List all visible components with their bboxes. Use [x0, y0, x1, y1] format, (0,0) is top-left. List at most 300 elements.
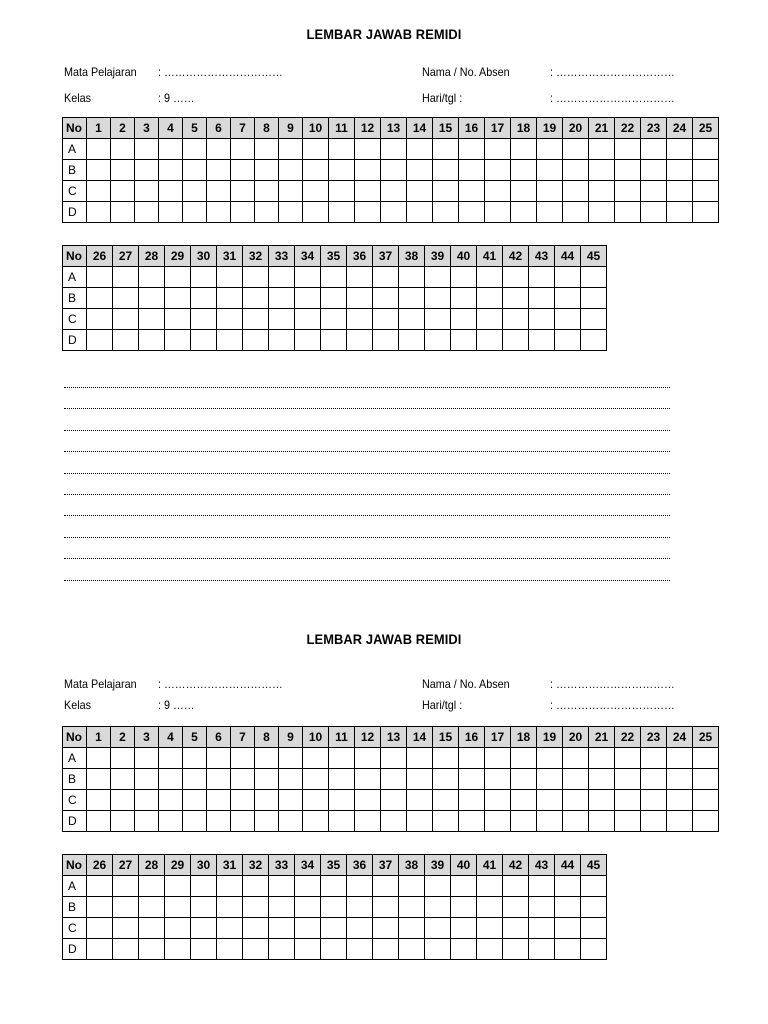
essay-answer-line[interactable]	[64, 442, 670, 452]
answer-cell[interactable]	[381, 748, 407, 769]
answer-cell[interactable]	[329, 160, 355, 181]
answer-cell[interactable]	[485, 202, 511, 223]
answer-cell[interactable]	[255, 811, 279, 832]
answer-cell[interactable]	[269, 330, 295, 351]
answer-cell[interactable]	[693, 139, 719, 160]
answer-cell[interactable]	[425, 288, 451, 309]
answer-cell[interactable]	[641, 748, 667, 769]
answer-cell[interactable]	[477, 330, 503, 351]
answer-cell[interactable]	[399, 939, 425, 960]
answer-cell[interactable]	[425, 939, 451, 960]
answer-cell[interactable]	[207, 748, 231, 769]
essay-answer-line[interactable]	[64, 506, 670, 516]
answer-cell[interactable]	[355, 202, 381, 223]
answer-cell[interactable]	[255, 181, 279, 202]
answer-cell[interactable]	[667, 790, 693, 811]
answer-cell[interactable]	[589, 769, 615, 790]
answer-cell[interactable]	[503, 897, 529, 918]
answer-cell[interactable]	[485, 139, 511, 160]
answer-cell[interactable]	[207, 181, 231, 202]
answer-cell[interactable]	[139, 939, 165, 960]
answer-cell[interactable]	[381, 811, 407, 832]
answer-cell[interactable]	[563, 139, 589, 160]
answer-cell[interactable]	[407, 811, 433, 832]
answer-cell[interactable]	[581, 939, 607, 960]
answer-cell[interactable]	[87, 790, 111, 811]
answer-cell[interactable]	[511, 748, 537, 769]
answer-cell[interactable]	[183, 202, 207, 223]
answer-cell[interactable]	[191, 876, 217, 897]
answer-cell[interactable]	[217, 330, 243, 351]
answer-cell[interactable]	[451, 876, 477, 897]
answer-cell[interactable]	[555, 267, 581, 288]
answer-cell[interactable]	[407, 181, 433, 202]
answer-cell[interactable]	[693, 181, 719, 202]
answer-cell[interactable]	[183, 790, 207, 811]
answer-cell[interactable]	[269, 309, 295, 330]
answer-cell[interactable]	[503, 267, 529, 288]
answer-cell[interactable]	[113, 897, 139, 918]
answer-cell[interactable]	[303, 139, 329, 160]
answer-cell[interactable]	[139, 918, 165, 939]
answer-cell[interactable]	[165, 267, 191, 288]
answer-cell[interactable]	[381, 202, 407, 223]
answer-cell[interactable]	[555, 309, 581, 330]
answer-cell[interactable]	[373, 876, 399, 897]
answer-cell[interactable]	[433, 769, 459, 790]
answer-cell[interactable]	[477, 267, 503, 288]
essay-answer-line[interactable]	[64, 399, 670, 409]
answer-cell[interactable]	[303, 160, 329, 181]
answer-cell[interactable]	[537, 748, 563, 769]
answer-cell[interactable]	[303, 202, 329, 223]
nama-field[interactable]: : ……………………………	[550, 65, 675, 79]
answer-cell[interactable]	[87, 811, 111, 832]
answer-cell[interactable]	[511, 790, 537, 811]
answer-cell[interactable]	[381, 139, 407, 160]
answer-cell[interactable]	[303, 769, 329, 790]
answer-cell[interactable]	[641, 769, 667, 790]
answer-cell[interactable]	[407, 748, 433, 769]
answer-cell[interactable]	[615, 139, 641, 160]
answer-cell[interactable]	[667, 811, 693, 832]
answer-cell[interactable]	[589, 790, 615, 811]
answer-cell[interactable]	[165, 330, 191, 351]
answer-cell[interactable]	[459, 202, 485, 223]
answer-cell[interactable]	[217, 939, 243, 960]
answer-cell[interactable]	[279, 790, 303, 811]
answer-cell[interactable]	[537, 139, 563, 160]
answer-cell[interactable]	[87, 897, 113, 918]
answer-cell[interactable]	[451, 267, 477, 288]
answer-cell[interactable]	[347, 939, 373, 960]
answer-cell[interactable]	[255, 790, 279, 811]
answer-cell[interactable]	[255, 160, 279, 181]
answer-cell[interactable]	[183, 769, 207, 790]
answer-cell[interactable]	[329, 139, 355, 160]
answer-cell[interactable]	[243, 918, 269, 939]
answer-cell[interactable]	[231, 811, 255, 832]
answer-cell[interactable]	[477, 918, 503, 939]
answer-cell[interactable]	[503, 939, 529, 960]
answer-cell[interactable]	[135, 790, 159, 811]
answer-cell[interactable]	[243, 267, 269, 288]
answer-cell[interactable]	[279, 769, 303, 790]
answer-cell[interactable]	[207, 202, 231, 223]
essay-answer-line[interactable]	[64, 528, 670, 538]
answer-cell[interactable]	[459, 160, 485, 181]
answer-cell[interactable]	[641, 811, 667, 832]
answer-cell[interactable]	[433, 160, 459, 181]
answer-cell[interactable]	[373, 267, 399, 288]
answer-cell[interactable]	[321, 309, 347, 330]
answer-cell[interactable]	[537, 811, 563, 832]
answer-cell[interactable]	[87, 918, 113, 939]
answer-cell[interactable]	[113, 267, 139, 288]
answer-cell[interactable]	[111, 160, 135, 181]
answer-cell[interactable]	[355, 160, 381, 181]
answer-cell[interactable]	[581, 309, 607, 330]
answer-cell[interactable]	[87, 748, 111, 769]
answer-cell[interactable]	[191, 918, 217, 939]
answer-cell[interactable]	[269, 897, 295, 918]
hari-field[interactable]: : ……………………………	[550, 698, 675, 712]
answer-cell[interactable]	[485, 790, 511, 811]
answer-cell[interactable]	[111, 748, 135, 769]
answer-cell[interactable]	[529, 897, 555, 918]
answer-cell[interactable]	[329, 811, 355, 832]
answer-cell[interactable]	[217, 876, 243, 897]
answer-cell[interactable]	[503, 876, 529, 897]
answer-cell[interactable]	[425, 897, 451, 918]
answer-cell[interactable]	[459, 811, 485, 832]
essay-answer-line[interactable]	[64, 571, 670, 581]
answer-cell[interactable]	[451, 897, 477, 918]
answer-cell[interactable]	[355, 811, 381, 832]
answer-cell[interactable]	[511, 181, 537, 202]
answer-cell[interactable]	[303, 790, 329, 811]
answer-cell[interactable]	[433, 202, 459, 223]
answer-cell[interactable]	[217, 897, 243, 918]
answer-cell[interactable]	[399, 897, 425, 918]
answer-cell[interactable]	[529, 939, 555, 960]
answer-cell[interactable]	[693, 769, 719, 790]
mapel-field[interactable]: : ……………………………	[158, 677, 283, 691]
answer-cell[interactable]	[459, 181, 485, 202]
answer-cell[interactable]	[231, 139, 255, 160]
answer-cell[interactable]	[555, 876, 581, 897]
answer-cell[interactable]	[347, 309, 373, 330]
answer-cell[interactable]	[615, 160, 641, 181]
answer-cell[interactable]	[581, 876, 607, 897]
answer-cell[interactable]	[329, 748, 355, 769]
answer-cell[interactable]	[399, 267, 425, 288]
answer-cell[interactable]	[407, 160, 433, 181]
answer-cell[interactable]	[183, 748, 207, 769]
answer-cell[interactable]	[451, 918, 477, 939]
answer-cell[interactable]	[693, 748, 719, 769]
answer-cell[interactable]	[255, 202, 279, 223]
answer-cell[interactable]	[243, 939, 269, 960]
answer-cell[interactable]	[667, 139, 693, 160]
kelas-field[interactable]: : 9 ……	[158, 698, 195, 712]
answer-cell[interactable]	[641, 139, 667, 160]
answer-cell[interactable]	[279, 181, 303, 202]
answer-cell[interactable]	[111, 811, 135, 832]
answer-cell[interactable]	[641, 790, 667, 811]
answer-cell[interactable]	[373, 939, 399, 960]
answer-cell[interactable]	[207, 160, 231, 181]
answer-cell[interactable]	[159, 181, 183, 202]
answer-cell[interactable]	[231, 748, 255, 769]
answer-cell[interactable]	[295, 288, 321, 309]
answer-cell[interactable]	[615, 769, 641, 790]
answer-cell[interactable]	[537, 769, 563, 790]
answer-cell[interactable]	[451, 330, 477, 351]
answer-cell[interactable]	[563, 181, 589, 202]
answer-cell[interactable]	[459, 748, 485, 769]
answer-cell[interactable]	[329, 769, 355, 790]
answer-cell[interactable]	[329, 181, 355, 202]
answer-cell[interactable]	[87, 309, 113, 330]
answer-cell[interactable]	[135, 769, 159, 790]
answer-cell[interactable]	[537, 160, 563, 181]
answer-cell[interactable]	[347, 288, 373, 309]
answer-cell[interactable]	[279, 748, 303, 769]
answer-cell[interactable]	[139, 897, 165, 918]
answer-cell[interactable]	[529, 309, 555, 330]
answer-cell[interactable]	[111, 769, 135, 790]
answer-cell[interactable]	[191, 267, 217, 288]
answer-cell[interactable]	[511, 769, 537, 790]
answer-cell[interactable]	[111, 139, 135, 160]
answer-cell[interactable]	[87, 288, 113, 309]
answer-cell[interactable]	[243, 309, 269, 330]
answer-cell[interactable]	[529, 330, 555, 351]
answer-cell[interactable]	[87, 181, 111, 202]
answer-cell[interactable]	[217, 918, 243, 939]
answer-cell[interactable]	[641, 202, 667, 223]
answer-cell[interactable]	[537, 790, 563, 811]
answer-cell[interactable]	[243, 876, 269, 897]
answer-cell[interactable]	[111, 790, 135, 811]
answer-cell[interactable]	[87, 267, 113, 288]
answer-cell[interactable]	[615, 202, 641, 223]
answer-cell[interactable]	[279, 811, 303, 832]
answer-cell[interactable]	[191, 939, 217, 960]
answer-cell[interactable]	[303, 181, 329, 202]
answer-cell[interactable]	[381, 181, 407, 202]
answer-cell[interactable]	[269, 288, 295, 309]
answer-cell[interactable]	[139, 267, 165, 288]
answer-cell[interactable]	[191, 309, 217, 330]
answer-cell[interactable]	[255, 748, 279, 769]
answer-cell[interactable]	[295, 309, 321, 330]
answer-cell[interactable]	[355, 139, 381, 160]
answer-cell[interactable]	[581, 918, 607, 939]
answer-cell[interactable]	[399, 918, 425, 939]
answer-cell[interactable]	[355, 769, 381, 790]
answer-cell[interactable]	[191, 897, 217, 918]
answer-cell[interactable]	[321, 897, 347, 918]
answer-cell[interactable]	[321, 288, 347, 309]
answer-cell[interactable]	[279, 139, 303, 160]
answer-cell[interactable]	[113, 288, 139, 309]
answer-cell[interactable]	[667, 160, 693, 181]
answer-cell[interactable]	[139, 876, 165, 897]
answer-cell[interactable]	[269, 876, 295, 897]
answer-cell[interactable]	[399, 309, 425, 330]
answer-cell[interactable]	[425, 876, 451, 897]
answer-cell[interactable]	[615, 748, 641, 769]
answer-cell[interactable]	[589, 181, 615, 202]
answer-cell[interactable]	[347, 267, 373, 288]
answer-cell[interactable]	[217, 309, 243, 330]
answer-cell[interactable]	[589, 160, 615, 181]
answer-cell[interactable]	[667, 769, 693, 790]
answer-cell[interactable]	[425, 309, 451, 330]
answer-cell[interactable]	[693, 790, 719, 811]
answer-cell[interactable]	[207, 769, 231, 790]
answer-cell[interactable]	[231, 181, 255, 202]
answer-cell[interactable]	[537, 202, 563, 223]
answer-cell[interactable]	[581, 897, 607, 918]
answer-cell[interactable]	[355, 790, 381, 811]
answer-cell[interactable]	[563, 748, 589, 769]
answer-cell[interactable]	[279, 202, 303, 223]
answer-cell[interactable]	[511, 811, 537, 832]
answer-cell[interactable]	[407, 769, 433, 790]
answer-cell[interactable]	[113, 918, 139, 939]
answer-cell[interactable]	[433, 181, 459, 202]
answer-cell[interactable]	[563, 769, 589, 790]
answer-cell[interactable]	[555, 288, 581, 309]
answer-cell[interactable]	[321, 876, 347, 897]
answer-cell[interactable]	[269, 939, 295, 960]
answer-cell[interactable]	[295, 330, 321, 351]
answer-cell[interactable]	[503, 288, 529, 309]
answer-cell[interactable]	[425, 918, 451, 939]
essay-answer-line[interactable]	[64, 421, 670, 431]
answer-cell[interactable]	[563, 202, 589, 223]
answer-cell[interactable]	[615, 181, 641, 202]
answer-cell[interactable]	[295, 267, 321, 288]
answer-cell[interactable]	[451, 309, 477, 330]
answer-cell[interactable]	[329, 790, 355, 811]
answer-cell[interactable]	[641, 160, 667, 181]
answer-cell[interactable]	[373, 897, 399, 918]
answer-cell[interactable]	[165, 876, 191, 897]
answer-cell[interactable]	[563, 811, 589, 832]
answer-cell[interactable]	[581, 330, 607, 351]
answer-cell[interactable]	[407, 139, 433, 160]
answer-cell[interactable]	[207, 790, 231, 811]
answer-cell[interactable]	[207, 811, 231, 832]
answer-cell[interactable]	[231, 790, 255, 811]
answer-cell[interactable]	[615, 790, 641, 811]
essay-answer-line[interactable]	[64, 464, 670, 474]
answer-cell[interactable]	[485, 811, 511, 832]
answer-cell[interactable]	[477, 876, 503, 897]
answer-cell[interactable]	[347, 330, 373, 351]
answer-cell[interactable]	[693, 160, 719, 181]
answer-cell[interactable]	[347, 918, 373, 939]
answer-cell[interactable]	[217, 288, 243, 309]
answer-cell[interactable]	[159, 790, 183, 811]
answer-cell[interactable]	[295, 918, 321, 939]
answer-cell[interactable]	[381, 160, 407, 181]
answer-cell[interactable]	[135, 139, 159, 160]
answer-cell[interactable]	[477, 309, 503, 330]
answer-cell[interactable]	[279, 160, 303, 181]
answer-cell[interactable]	[255, 769, 279, 790]
answer-cell[interactable]	[555, 897, 581, 918]
answer-cell[interactable]	[485, 181, 511, 202]
answer-cell[interactable]	[451, 288, 477, 309]
answer-cell[interactable]	[511, 202, 537, 223]
answer-cell[interactable]	[537, 181, 563, 202]
answer-cell[interactable]	[113, 309, 139, 330]
answer-cell[interactable]	[295, 876, 321, 897]
answer-cell[interactable]	[503, 309, 529, 330]
answer-cell[interactable]	[373, 330, 399, 351]
answer-cell[interactable]	[355, 748, 381, 769]
answer-cell[interactable]	[329, 202, 355, 223]
answer-cell[interactable]	[87, 330, 113, 351]
answer-cell[interactable]	[373, 288, 399, 309]
answer-cell[interactable]	[295, 939, 321, 960]
answer-cell[interactable]	[347, 897, 373, 918]
answer-cell[interactable]	[207, 139, 231, 160]
answer-cell[interactable]	[563, 790, 589, 811]
answer-cell[interactable]	[615, 811, 641, 832]
answer-cell[interactable]	[243, 897, 269, 918]
answer-cell[interactable]	[87, 202, 111, 223]
answer-cell[interactable]	[555, 939, 581, 960]
answer-cell[interactable]	[425, 330, 451, 351]
answer-cell[interactable]	[321, 330, 347, 351]
answer-cell[interactable]	[135, 748, 159, 769]
answer-cell[interactable]	[303, 811, 329, 832]
answer-cell[interactable]	[693, 202, 719, 223]
answer-cell[interactable]	[667, 181, 693, 202]
answer-cell[interactable]	[183, 139, 207, 160]
answer-cell[interactable]	[589, 811, 615, 832]
answer-cell[interactable]	[113, 876, 139, 897]
answer-cell[interactable]	[87, 939, 113, 960]
answer-cell[interactable]	[113, 330, 139, 351]
answer-cell[interactable]	[477, 939, 503, 960]
answer-cell[interactable]	[87, 139, 111, 160]
answer-cell[interactable]	[555, 330, 581, 351]
answer-cell[interactable]	[217, 267, 243, 288]
kelas-field[interactable]: : 9 ……	[158, 91, 195, 105]
answer-cell[interactable]	[135, 160, 159, 181]
answer-cell[interactable]	[529, 876, 555, 897]
answer-cell[interactable]	[589, 202, 615, 223]
essay-answer-line[interactable]	[64, 485, 670, 495]
answer-cell[interactable]	[589, 139, 615, 160]
answer-cell[interactable]	[295, 897, 321, 918]
answer-cell[interactable]	[269, 267, 295, 288]
answer-cell[interactable]	[255, 139, 279, 160]
answer-cell[interactable]	[459, 139, 485, 160]
answer-cell[interactable]	[321, 939, 347, 960]
answer-cell[interactable]	[159, 748, 183, 769]
answer-cell[interactable]	[139, 309, 165, 330]
answer-cell[interactable]	[581, 288, 607, 309]
answer-cell[interactable]	[269, 918, 295, 939]
